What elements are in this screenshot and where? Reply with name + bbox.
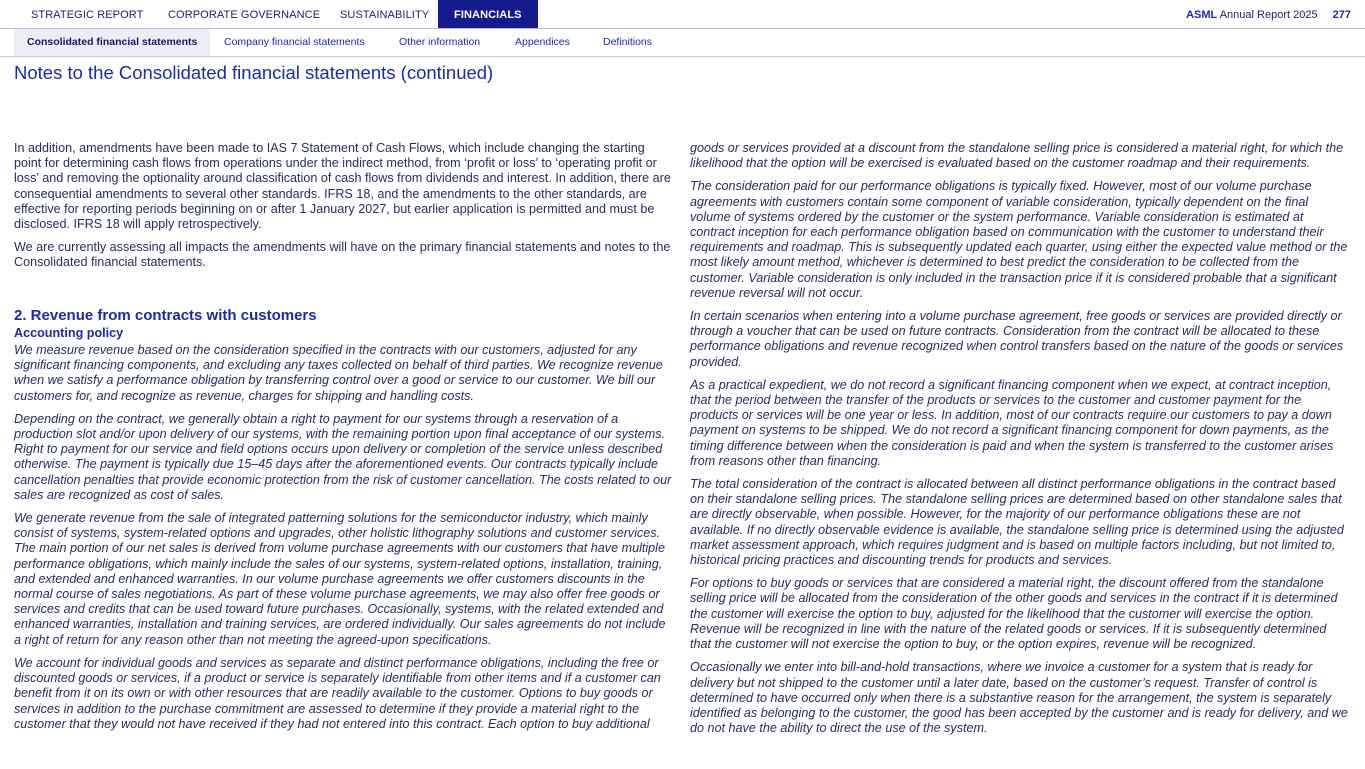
brand-name: ASML (1186, 9, 1218, 21)
subnav-consolidated-financial-statements[interactable]: Consolidated financial statements (14, 29, 210, 56)
tab-strategic-report[interactable]: STRATEGIC REPORT (31, 9, 144, 21)
left-column (14, 141, 674, 740)
top-navigation (0, 0, 1365, 29)
paragraph-revenue-measurement: We measure revenue based on the consideration specified in the contracts with our customers, adjusted for any significant financing components, and excluding any taxes collected on behalf of third parties. We recognize revenue when we satisfy a performance obligation by transferring control over a good or service to our customer. We bill our customers for, and recognize as revenue, charges for shipping and handling costs. (14, 343, 663, 403)
subnav-company-financial-statements[interactable]: Company financial statements (224, 36, 365, 48)
report-title: Annual Report 2025 (1219, 9, 1318, 21)
tab-financials[interactable]: FINANCIALS (438, 0, 538, 28)
paragraph-free-goods: In certain scenarios when entering into a volume purchase agreement, free goods or services are provided directly or through a voucher that can be used on future contracts. Consideration from the contract will be allocated to these performance obligations and revenue recognized when control transfers based on the nature of the goods or services provided. (690, 309, 1344, 369)
right-column (690, 141, 1350, 744)
subnav-definitions[interactable]: Definitions (603, 36, 653, 48)
paragraph-material-right: goods or services provided at a discount from the standalone selling price is considered a material right, for which the likelihood that the option will be exercised is evaluated based on the customer roadmap and their requirements. (690, 141, 1344, 171)
paragraph-right-to-payment: Depending on the contract, we generally obtain a right to payment for our systems through a reservation of a production slot and/or upon delivery of our systems, with the remaining portion upon final acceptance of our systems. Right to payment for our service and field options occurs upon delivery or completion of the service unless described otherwise. The payment is typically due 15–45 days after the aforementioned events. Our contracts typically include cancellation penalties that provide economic protection from the risk of customer cancellation. The costs related to our sales are recognized as cost of sales. (14, 411, 672, 502)
paragraph-revenue-sources: We generate revenue from the sale of integrated patterning solutions for the semiconductor industry, which mainly consist of systems, system-related options and upgrades, other holistic lithography solutions and customer services. The main portion of our net sales is derived from volume purchase agreements with our customers that have multiple performance obligations, which mainly include the sales of our systems, system-related options, installation, training, and extended and enhanced warranties. In our volume purchase agreements we offer customers discounts in the normal course of sales negotiations. As part of these volume purchase agreements, we may also offer free goods or services and credits that can be used toward future purchases. Occasionally, systems, with the related extended and enhanced warranties, installation and training services, are ordered individually. Our sales agreements do not include a right of return for any reason other than not meeting the agreed-upon specifications. (14, 511, 666, 647)
paragraph-assessing-impacts: We are currently assessing all impacts the amendments will have on the primary financial statements and notes to the Consolidated financial statements. (14, 240, 671, 270)
subnav-appendices[interactable]: Appendices (515, 36, 570, 48)
paragraph-options-material-right: For options to buy goods or services that are considered a material right, the discount offered from the standalone selling price will be allocated from the consideration of the other goods and services in the contract if it is determined the customer will exercise the option to buy, adjusted for the likelihood that the customer will exercise the option. Revenue will be recognized in line with the nature of the related goods or services. If it is subsequently determined that the customer will not exercise the option to buy, or the option expires, revenue will be recognized. (690, 576, 1338, 652)
section-heading: 2. Revenue from contracts with customers (14, 306, 317, 324)
page-title: Notes to the Consolidated financial statements (continued) (14, 62, 494, 83)
tab-sustainability[interactable]: SUSTAINABILITY (340, 9, 430, 21)
accounting-policy-heading: Accounting policy (14, 325, 124, 340)
paragraph-financing-component: As a practical expedient, we do not record a significant financing component when we expect, at contract inception, that the period between the transfer of the products or services to the customer and customer payment for the products or services will be one year or less. In addition, most of our contracts require our customers to pay a down payment on systems to be shipped. We do not record a significant financing component for down payments, as the timing difference between when the consideration is paid and when the system is transferred to the customer arises from reasons other than financing. (690, 377, 1334, 468)
subnav-other-information[interactable]: Other information (399, 36, 481, 48)
sub-navigation (0, 29, 1365, 57)
page-number: 277 (1332, 9, 1351, 21)
paragraph-variable-consideration: The consideration paid for our performance obligations is typically fixed. However, most of our volume purchase agreements with customers contain some component of variable consideration, typically dependent on the final volume of systems ordered by the customer or the system performance. Variable consideration is estimated at contract inception for each performance obligation based on communication with the customer to understand their requirements and roadmap. This is subsequently updated each quarter, using either the expected value method or the most likely amount method, whichever is determined to best predict the consideration to be collected from the customer. Variable consideration is only included in the transaction price if it is considered probable that a significant revenue reversal will not occur. (690, 179, 1348, 300)
report-brand (1186, 0, 1351, 28)
tab-corporate-governance[interactable]: CORPORATE GOVERNANCE (168, 9, 321, 21)
paragraph-performance-obligations: We account for individual goods and services as separate and distinct performance obligations, including the free or discounted goods or services, if a product or service is separately identifiable from other items and if a customer can benefit from it on its own or with other resources that are readily available to the customer. Options to buy goods or services in addition to the purchase commitment are assessed to determine if they provide a material right to the customer that they would not have received if they had not entered into this contract. Each option to buy additional (14, 655, 661, 731)
paragraph-ias7-amendments: In addition, amendments have been made to IAS 7 Statement of Cash Flows, which include changing the starting point for determining cash flows from operations under the indirect method, from ‘profit or loss’ to ‘operating profit or loss’ and removing the optionality around classification of cash flows from dividends and interest. In addition, there are consequential amendments to several other standards. IFRS 18, and the amendments to the other standards, are effective for reporting periods beginning on or after 1 January 2027, but earlier application is permitted and must be disclosed. IFRS 18 will apply retrospectively. (14, 141, 671, 232)
paragraph-allocation: The total consideration of the contract is allocated between all distinct performance obligations in the contract based on their standalone selling prices. The standalone selling prices are determined based on other standalone sales that are directly observable, when possible. However, for the majority of our performance obligations these are not available. If no directly observable evidence is available, the standalone selling price is determined using the adjusted market assessment approach, which requires judgment and is based on multiple factors including, but not limited to, historical pricing practices and discounting trends for products and services. (690, 477, 1344, 568)
paragraph-bill-and-hold: Occasionally we enter into bill-and-hold transactions, where we invoice a customer for a system that is ready for delivery but not shipped to the customer until a later date, based on the customer’s request. Transfer of control is determined to have occurred only when there is a substantive reason for the arrangement, the system is separately identified as belonging to the customer, the good has been accepted by the customer and is ready for delivery, and we do not have the ability to direct the use of the system. (690, 660, 1348, 736)
